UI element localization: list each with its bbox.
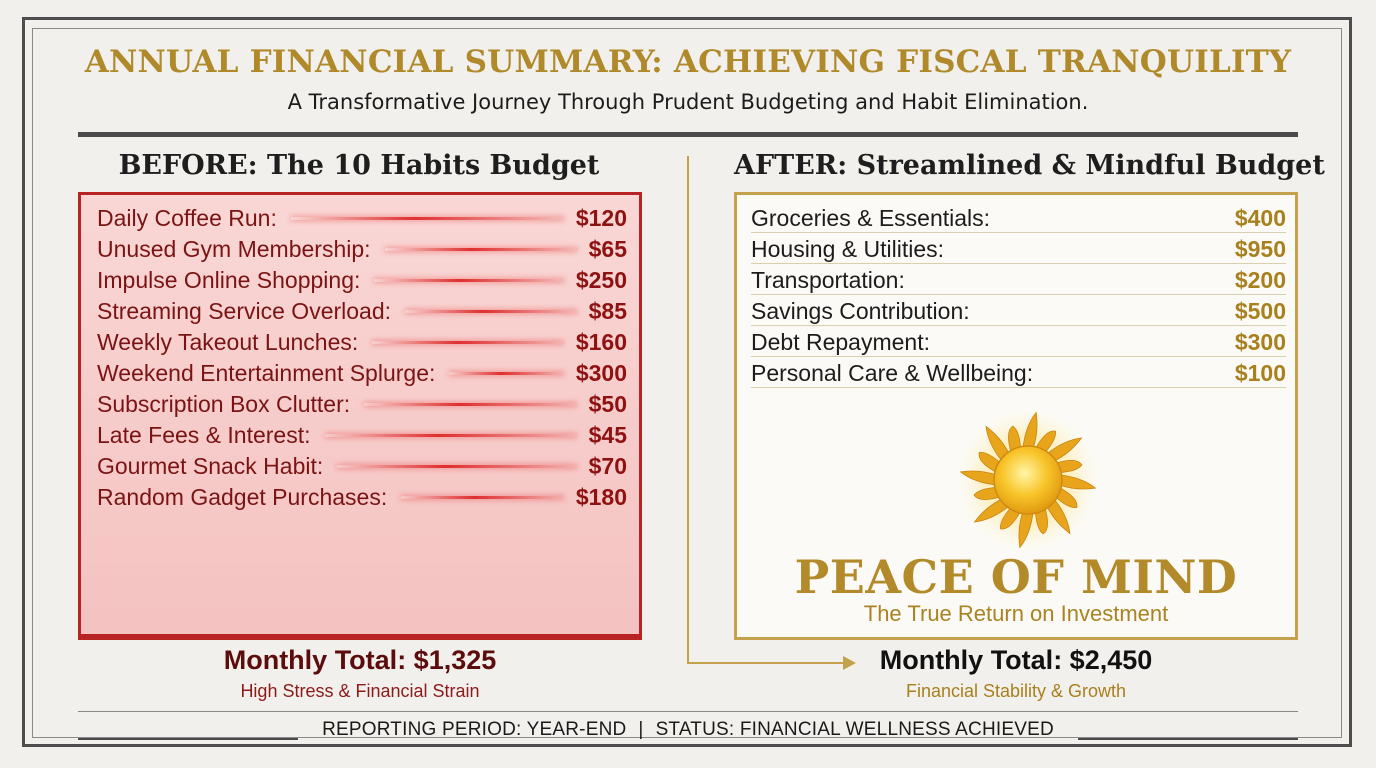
footer-status-bar <box>0 719 1376 741</box>
before-row <box>97 265 627 295</box>
before-row <box>97 327 627 357</box>
before-item-label: Random Gadget Purchases: <box>97 484 388 510</box>
peace-of-mind-subtitle: The True Return on Investment <box>863 601 1169 626</box>
before-item-amount: $120 <box>575 205 627 231</box>
before-item-leader-line <box>337 465 576 468</box>
before-item-leader-line <box>401 496 564 499</box>
before-row <box>97 389 627 419</box>
before-row <box>97 482 627 512</box>
after-total-note: Financial Stability & Growth <box>905 681 1127 701</box>
before-item-label: Gourmet Snack Habit: <box>97 453 324 479</box>
before-item-label: Impulse Online Shopping: <box>97 267 361 293</box>
after-item-amount: $100 <box>1234 359 1286 386</box>
before-item-amount: $45 <box>588 422 627 448</box>
before-total-note: High Stress & Financial Strain <box>240 681 480 701</box>
before-item-label: Unused Gym Membership: <box>97 236 371 262</box>
connector-line-vertical <box>687 156 689 664</box>
before-item-label: Daily Coffee Run: <box>97 205 277 231</box>
before-item-amount: $250 <box>575 267 627 293</box>
before-item-label: Late Fees & Interest: <box>97 422 311 448</box>
after-row <box>751 358 1286 388</box>
before-row <box>97 203 627 233</box>
before-budget-panel <box>78 192 642 640</box>
after-item-label: Transportation: <box>751 266 905 293</box>
before-item-amount: $50 <box>588 391 627 417</box>
after-row <box>751 203 1286 233</box>
footer-status: STATUS: FINANCIAL WELLNESS ACHIEVED <box>655 719 1054 740</box>
before-item-leader-line <box>449 372 563 375</box>
before-item-amount: $160 <box>575 329 627 355</box>
before-item-leader-line <box>364 403 577 406</box>
after-item-amount: $300 <box>1234 328 1286 355</box>
after-budget-panel <box>734 192 1298 640</box>
before-monthly-total: Monthly Total: $1,325 <box>223 645 497 675</box>
after-row <box>751 265 1286 295</box>
after-monthly-total: Monthly Total: $2,450 <box>879 645 1153 675</box>
page-title: ANNUAL FINANCIAL SUMMARY: ACHIEVING FISCAL TRANQUILITY <box>84 44 1292 80</box>
before-item-amount: $70 <box>588 453 627 479</box>
before-item-leader-line <box>374 279 563 282</box>
before-item-label: Weekend Entertainment Splurge: <box>97 360 436 386</box>
after-item-amount: $950 <box>1234 235 1286 262</box>
after-row <box>751 327 1286 357</box>
before-item-label: Streaming Service Overload: <box>97 298 392 324</box>
before-row <box>97 358 627 388</box>
before-item-amount: $180 <box>575 484 627 510</box>
footer-divider <box>78 711 1298 712</box>
footer-separator: | <box>638 719 644 740</box>
before-item-label: Subscription Box Clutter: <box>97 391 351 417</box>
after-item-label: Savings Contribution: <box>751 297 970 324</box>
after-item-label: Debt Repayment: <box>751 328 930 355</box>
before-item-leader-line <box>372 341 564 344</box>
after-item-amount: $400 <box>1234 204 1286 231</box>
before-item-leader-line <box>325 434 577 437</box>
before-row <box>97 234 627 264</box>
peace-of-mind-heading: PEACE OF MIND <box>794 550 1238 604</box>
before-heading: BEFORE: The 10 Habits Budget <box>118 150 600 181</box>
after-row <box>751 296 1286 326</box>
before-row <box>97 296 627 326</box>
before-item-amount: $300 <box>575 360 627 386</box>
before-item-amount: $65 <box>588 236 627 262</box>
after-heading: AFTER: Streamlined & Mindful Budget <box>734 150 1325 181</box>
before-item-leader-line <box>405 310 577 313</box>
after-item-label: Groceries & Essentials: <box>751 204 991 231</box>
sun-icon <box>953 405 1103 555</box>
before-row <box>97 420 627 450</box>
after-item-label: Housing & Utilities: <box>751 235 945 262</box>
after-item-label: Personal Care & Wellbeing: <box>751 359 1034 386</box>
page-subtitle: A Transformative Journey Through Prudent Budgeting and Habit Elimination. <box>287 90 1089 114</box>
after-item-amount: $200 <box>1234 266 1286 293</box>
before-item-leader-line <box>291 217 564 220</box>
header-divider <box>78 132 1298 137</box>
footer-period: REPORTING PERIOD: YEAR-END <box>322 719 627 740</box>
after-row <box>751 234 1286 264</box>
before-item-label: Weekly Takeout Lunches: <box>97 329 359 355</box>
before-item-amount: $85 <box>588 298 627 324</box>
before-item-leader-line <box>385 248 577 251</box>
after-item-amount: $500 <box>1234 297 1286 324</box>
before-row <box>97 451 627 481</box>
